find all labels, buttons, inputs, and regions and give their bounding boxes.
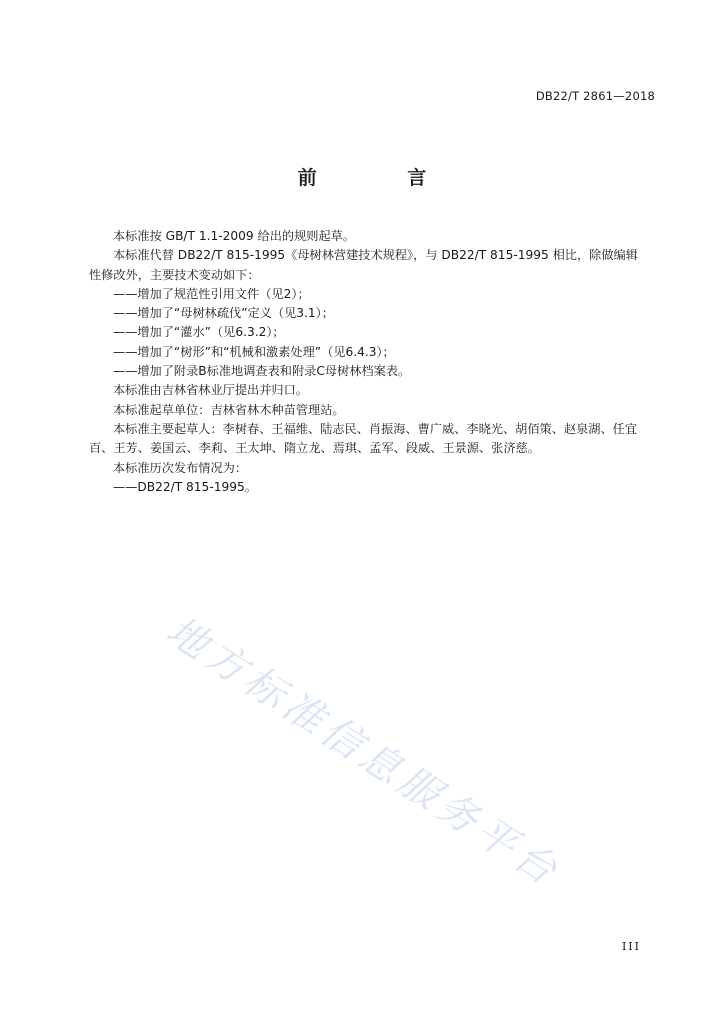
standard-code: DB22/T 2861—2018	[535, 89, 655, 103]
paragraph-drafting-unit: 本标准起草单位：吉林省林木种苗管理站。	[113, 402, 345, 417]
paragraph-history: 本标准历次发布情况为：	[113, 460, 248, 475]
paragraph-drafters: 本标准主要起草人：李树春、王福维、陆志民、肖振海、曹广威、李晓光、胡佰策、赵泉湖、任宜百、王芳、姜国云、李莉、王太坤、隋立龙、焉琪、孟军、段威、王景源、张济慈。	[89, 421, 638, 456]
change-item: ——增加了“母树林疏伐”定义（见3.1）；	[113, 306, 334, 321]
change-item: ——增加了附录B标准地调查表和附录C母树林档案表。	[113, 364, 411, 379]
change-item: ——增加了规范性引用文件（见2）；	[113, 286, 310, 301]
watermark: 地方标准信息服务平台	[158, 607, 569, 897]
page-title: 前 言	[297, 167, 469, 189]
paragraph-drafting-rule: 本标准按 GB/T 1.1-2009 给出的规则起草。	[113, 229, 356, 243]
history-item: ——DB22/T 815-1995。	[113, 479, 257, 494]
paragraph-replacement: 本标准代替 DB22/T 815-1995《母树林营建技术规程》，与 DB22/T 815-1995 相比，除做编辑性修改外，主要技术变动如下：	[89, 248, 638, 282]
foreword-body	[89, 227, 641, 497]
change-item: ——增加了“树形”和“机械和激素处理”（见6.4.3）；	[113, 344, 395, 359]
change-item: ——增加了“灌水”（见6.3.2）；	[113, 325, 285, 340]
page-number: III	[621, 940, 641, 953]
paragraph-proposer: 本标准由吉林省林业厅提出并归口。	[113, 383, 308, 398]
